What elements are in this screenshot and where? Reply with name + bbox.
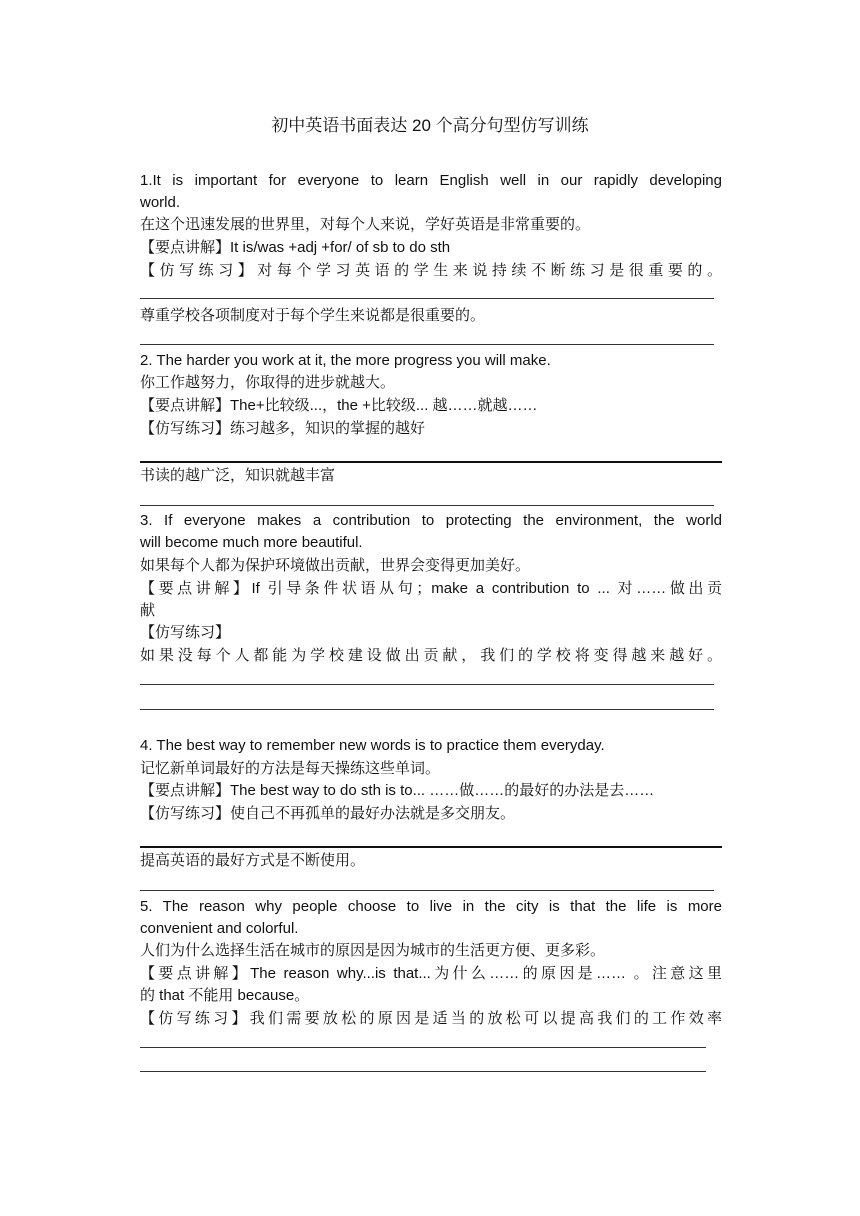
sentence-4-english: 4. The best way to remember new words is to practice them everyday. (140, 737, 605, 754)
sentence-1-practice-1: 【仿写练习】对每个学习英语的学生来说持续不断练习是很重要的。 (140, 262, 722, 279)
sentence-3-key-point-line-1: 【要点讲解】If 引导条件状语从句；make a contribution to ... 对……做出贡 (140, 580, 722, 597)
sentence-5-english-line-2: convenient and colorful. (140, 920, 299, 937)
sentence-4-chinese: 记忆新单词最好的方法是每天操练这些单词。 (140, 760, 441, 777)
sentence-1-english-line-1: 1.It is important for everyone to learn English well in our rapidly developing (140, 172, 722, 189)
sentence-4-practice-2: 提高英语的最好方式是不断使用。 (140, 852, 366, 869)
answer-line[interactable] (140, 846, 722, 848)
sentence-4-key-point: 【要点讲解】The best way to do sth is to... ……做……的最好的办法是去…… (140, 782, 655, 799)
sentence-3-key-point-line-2: 献 (140, 602, 156, 619)
sentence-2-practice-1: 【仿写练习】练习越多，知识的掌握的越好 (140, 420, 426, 437)
sentence-1-chinese: 在这个迅速发展的世界里，对每个人来说，学好英语是非常重要的。 (140, 216, 591, 233)
sentence-2-english: 2. The harder you work at it, the more progress you will make. (140, 352, 551, 369)
sentence-1-english-line-2: world. (140, 194, 181, 211)
answer-line[interactable] (140, 890, 714, 891)
sentence-2-chinese: 你工作越努力，你取得的进步就越大。 (140, 374, 396, 391)
sentence-3-practice-label: 【仿写练习】 (140, 624, 231, 641)
sentence-3-english-line-2: will become much more beautiful. (140, 534, 363, 551)
answer-line[interactable] (140, 298, 714, 299)
sentence-1-practice-2: 尊重学校各项制度对于每个学生来说都是很重要的。 (140, 307, 486, 324)
sentence-2-practice-2: 书读的越广泛，知识就越丰富 (140, 467, 336, 484)
sentence-5-key-point-line-1: 【要点讲解】The reason why...is that...为什么……的原因是…… 。注意这里 (140, 965, 722, 982)
sentence-3-practice-1: 如果没每个人都能为学校建设做出贡献，我们的学校将变得越来越好。 (140, 647, 722, 664)
sentence-5-english-line-1: 5. The reason why people choose to live in the city is that the life is more (140, 898, 722, 915)
answer-line[interactable] (140, 344, 714, 345)
answer-line[interactable] (140, 505, 714, 506)
sentence-3-english-line-1: 3. If everyone makes a contribution to protecting the environment, the world (140, 512, 722, 529)
answer-line[interactable] (140, 684, 714, 685)
sentence-5-chinese: 人们为什么选择生活在城市的原因是因为城市的生活更方便、更多彩。 (140, 942, 606, 959)
sentence-1-key-point: 【要点讲解】It is/was +adj +for/ of sb to do sth (140, 239, 451, 256)
answer-line[interactable] (140, 709, 714, 710)
answer-line[interactable] (140, 1071, 706, 1072)
document-title: 初中英语书面表达 20 个高分句型仿写训练 (271, 116, 589, 135)
answer-line[interactable] (140, 461, 722, 463)
sentence-3-chinese: 如果每个人都为保护环境做出贡献，世界会变得更加美好。 (140, 557, 531, 574)
answer-line[interactable] (140, 1047, 706, 1048)
sentence-5-practice-1: 【仿写练习】我们需要放松的原因是适当的放松可以提高我们的工作效率 (140, 1010, 722, 1027)
sentence-2-key-point: 【要点讲解】The+比较级...，the +比较级... 越……就越…… (140, 397, 538, 414)
sentence-5-key-point-line-2: 的 that 不能用 because。 (140, 987, 310, 1004)
sentence-4-practice-1: 【仿写练习】使自己不再孤单的最好办法就是多交朋友。 (140, 805, 516, 822)
